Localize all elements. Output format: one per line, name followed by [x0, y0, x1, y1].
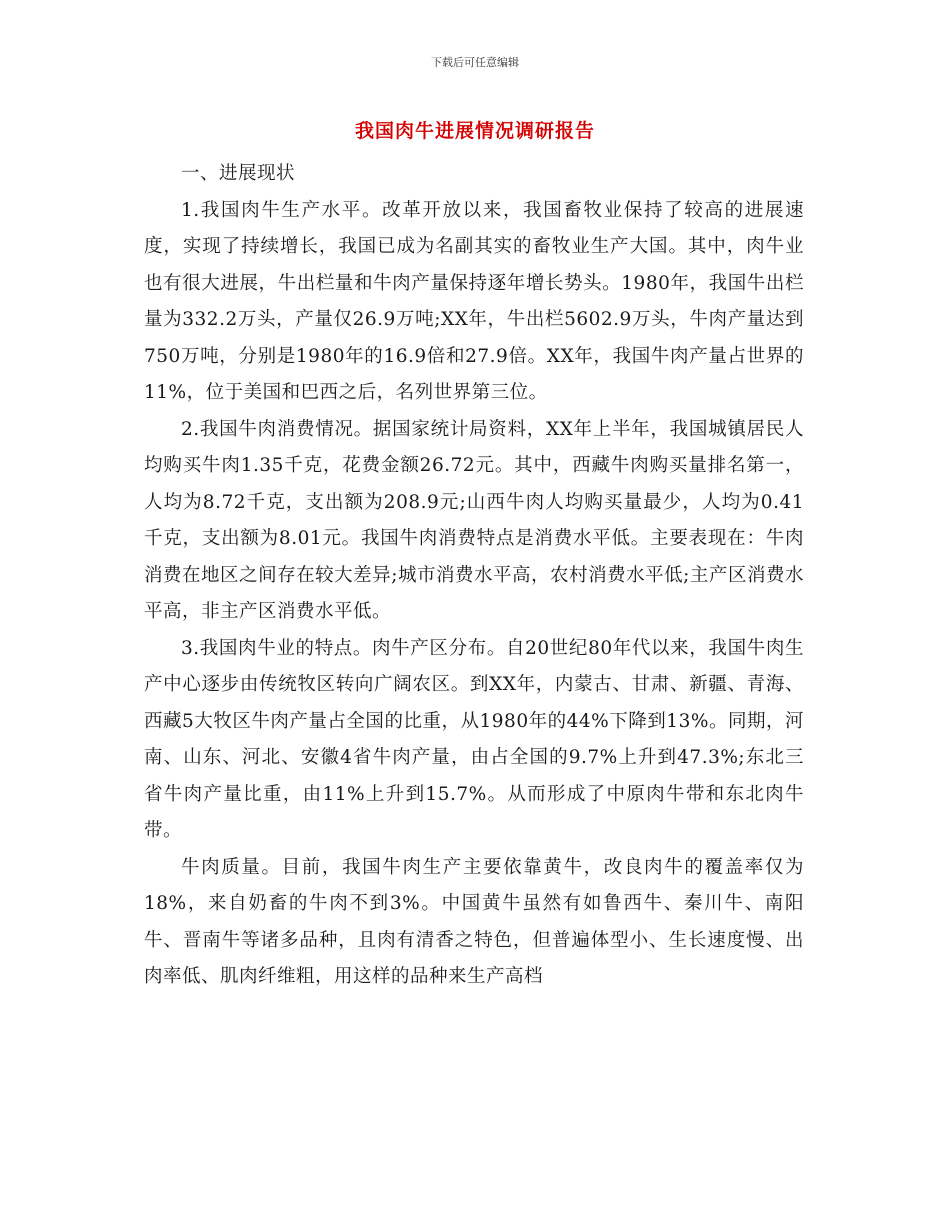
- paragraph-production: 1.我国肉牛生产水平。改革开放以来，我国畜牧业保持了较高的进展速度，实现了持续增长，我国已成为名副其实的畜牧业生产大国。其中，肉牛业也有很大进展，牛出栏量和牛肉产量保持逐年增长势头。1980年，我国牛出栏量为332.2万头，产量仅26.9万吨;XX年，牛出栏5602.9万头，牛肉产量达到750万吨，分别是1980年的16.9倍和27.9倍。XX年，我国牛肉产量占世界的11%，位于美国和巴西之后，名列世界第三位。: [144, 199, 804, 403]
- header-note: 下载后可任意编辑: [431, 56, 519, 69]
- paragraph-beef-quality: 牛肉质量。目前，我国牛肉生产主要依靠黄牛，改良肉牛的覆盖率仅为18%，来自奶畜的牛肉不到3%。中国黄牛虽然有如鲁西牛、秦川牛、南阳牛、晋南牛等诸多品种，且肉有清香之特色，但普遍体型小、生长速度慢、出肉率低、肌肉纤维粗，用这样的品种来生产高档: [144, 856, 804, 987]
- paragraph-consumption: 2.我国牛肉消费情况。据国家统计局资料，XX年上半年，我国城镇居民人均购买牛肉1.35千克，花费金额26.72元。其中，西藏牛肉购买量排名第一，人均为8.72千克，支出额为208.9元;山西牛肉人均购买量最少，人均为0.41千克，支出额为8.01元。我国牛肉消费特点是消费水平低。主要表现在：牛肉消费在地区之间存在较大差异;城市消费水平高，农村消费水平低;主产区消费水平高，非主产区消费水平低。: [144, 418, 804, 622]
- section-heading: 一、进展现状: [181, 163, 296, 184]
- paragraph-characteristics: 3.我国肉牛业的特点。肉牛产区分布。自20世纪80年代以来，我国牛肉生产中心逐步由传统牧区转向广阔农区。到XX年，内蒙古、甘肃、新疆、青海、西藏5大牧区牛肉产量占全国的比重，从1980年的44%下降到13%。同期，河南、山东、河北、安徽4省牛肉产量，由占全国的9.7%上升到47.3%;东北三省牛肉产量比重，由11%上升到15.7%。从而形成了中原肉牛带和东北肉牛带。: [144, 637, 804, 841]
- document-title: 我国肉牛进展情况调研报告: [354, 120, 595, 142]
- document-body: [144, 156, 804, 996]
